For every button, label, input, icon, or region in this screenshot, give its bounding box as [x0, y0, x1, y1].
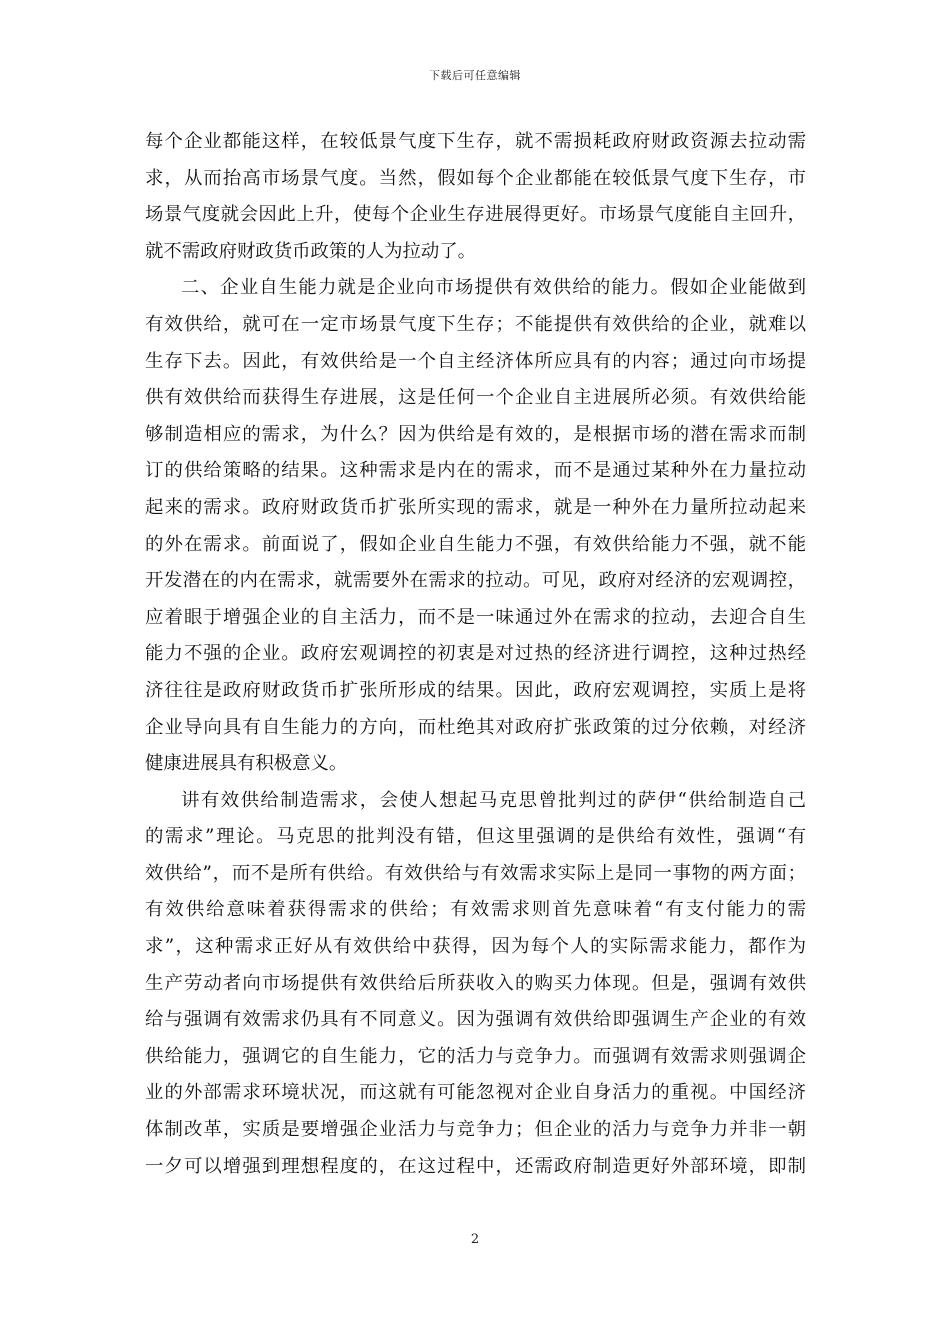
text-line: 场景气度就会因此上升，使每个企业生存进展得更好。市场景气度能自主回升， — [145, 204, 806, 226]
text-line: 求，从而抬高市场景气度。当然，假如每个企业都能在较低景气度下生存，市 — [145, 167, 806, 189]
text-line: 订的供给策略的结果。这种需求是内在的需求，而不是通过某种外在力量拉动 — [145, 460, 806, 482]
page-number: 2 — [470, 1232, 480, 1247]
text-line: 的需求”理论。马克思的批判没有错，但这里强调的是供给有效性，强调“有 — [145, 826, 806, 848]
text-line: 开发潜在的内在需求，就需要外在需求的拉动。可见，政府对经济的宏观调控， — [145, 570, 806, 592]
text-line: 应着眼于增强企业的自主活力，而不是一味通过外在需求的拉动，去迎合自生 — [145, 606, 806, 628]
text-line: 有效供给意味着获得需求的供给；有效需求则首先意味着“有支付能力的需 — [145, 899, 806, 921]
page-header: 下载后可任意编辑 — [429, 69, 521, 82]
text-line: 就不需政府财政货币政策的人为拉动了。 — [145, 240, 477, 262]
text-line: 业的外部需求环境状况，而这就有可能忽视对企业自身活力的重视。中国经济 — [145, 1082, 806, 1104]
paragraph-first-line: 二、企业自生能力就是企业向市场提供有效供给的能力。假如企业能做到 — [181, 277, 806, 299]
text-line: 供给能力，强调它的自生能力，它的活力与竞争力。而强调有效需求则强调企 — [145, 1045, 806, 1067]
text-line: 企业导向具有自生能力的方向，而杜绝其对政府扩张政策的过分依赖，对经济 — [145, 716, 806, 738]
text-line: 能力不强的企业。政府宏观调控的初衷是对过热的经济进行调控，这种过热经 — [145, 643, 806, 665]
text-line: 生存下去。因此，有效供给是一个自主经济体所应具有的内容；通过向市场提 — [145, 350, 806, 372]
text-line: 一夕可以增强到理想程度的，在这过程中，还需政府制造更好外部环境，即制 — [145, 1155, 806, 1177]
body-text — [145, 124, 806, 1185]
paragraph-first-line: 讲有效供给制造需求，会使人想起马克思曾批判过的萨伊“供给制造自己 — [181, 789, 806, 811]
text-line: 体制改革，实质是要增强企业活力与竞争力；但企业的活力与竞争力并非一朝 — [145, 1119, 806, 1141]
text-line: 每个企业都能这样，在较低景气度下生存，就不需损耗政府财政资源去拉动需 — [145, 131, 806, 152]
text-line: 效供给”，而不是所有供给。有效供给与有效需求实际上是同一事物的两方面； — [145, 862, 806, 884]
text-line: 供有效供给而获得生存进展，这是任何一个企业自主进展所必须。有效供给能 — [145, 387, 806, 409]
text-line: 起来的需求。政府财政货币扩张所实现的需求，就是一种外在力量所拉动起来 — [145, 496, 806, 518]
text-line: 给与强调有效需求仍具有不同意义。因为强调有效供给即强调生产企业的有效 — [145, 1009, 806, 1031]
text-line: 的外在需求。前面说了，假如企业自生能力不强，有效供给能力不强，就不能 — [145, 533, 806, 555]
text-line: 健康进展具有积极意义。 — [145, 753, 348, 775]
text-line: 有效供给，就可在一定市场景气度下生存；不能提供有效供给的企业，就难以 — [145, 313, 806, 335]
text-line: 生产劳动者向市场提供有效供给后所获收入的购买力体现。但是，强调有效供 — [145, 972, 806, 994]
text-line: 够制造相应的需求，为什么？因为供给是有效的，是根据市场的潜在需求而制 — [145, 423, 806, 445]
text-line: 济往往是政府财政货币扩张所形成的结果。因此，政府宏观调控，实质上是将 — [145, 679, 806, 701]
text-line: 求”，这种需求正好从有效供给中获得，因为每个人的实际需求能力，都作为 — [145, 936, 806, 958]
